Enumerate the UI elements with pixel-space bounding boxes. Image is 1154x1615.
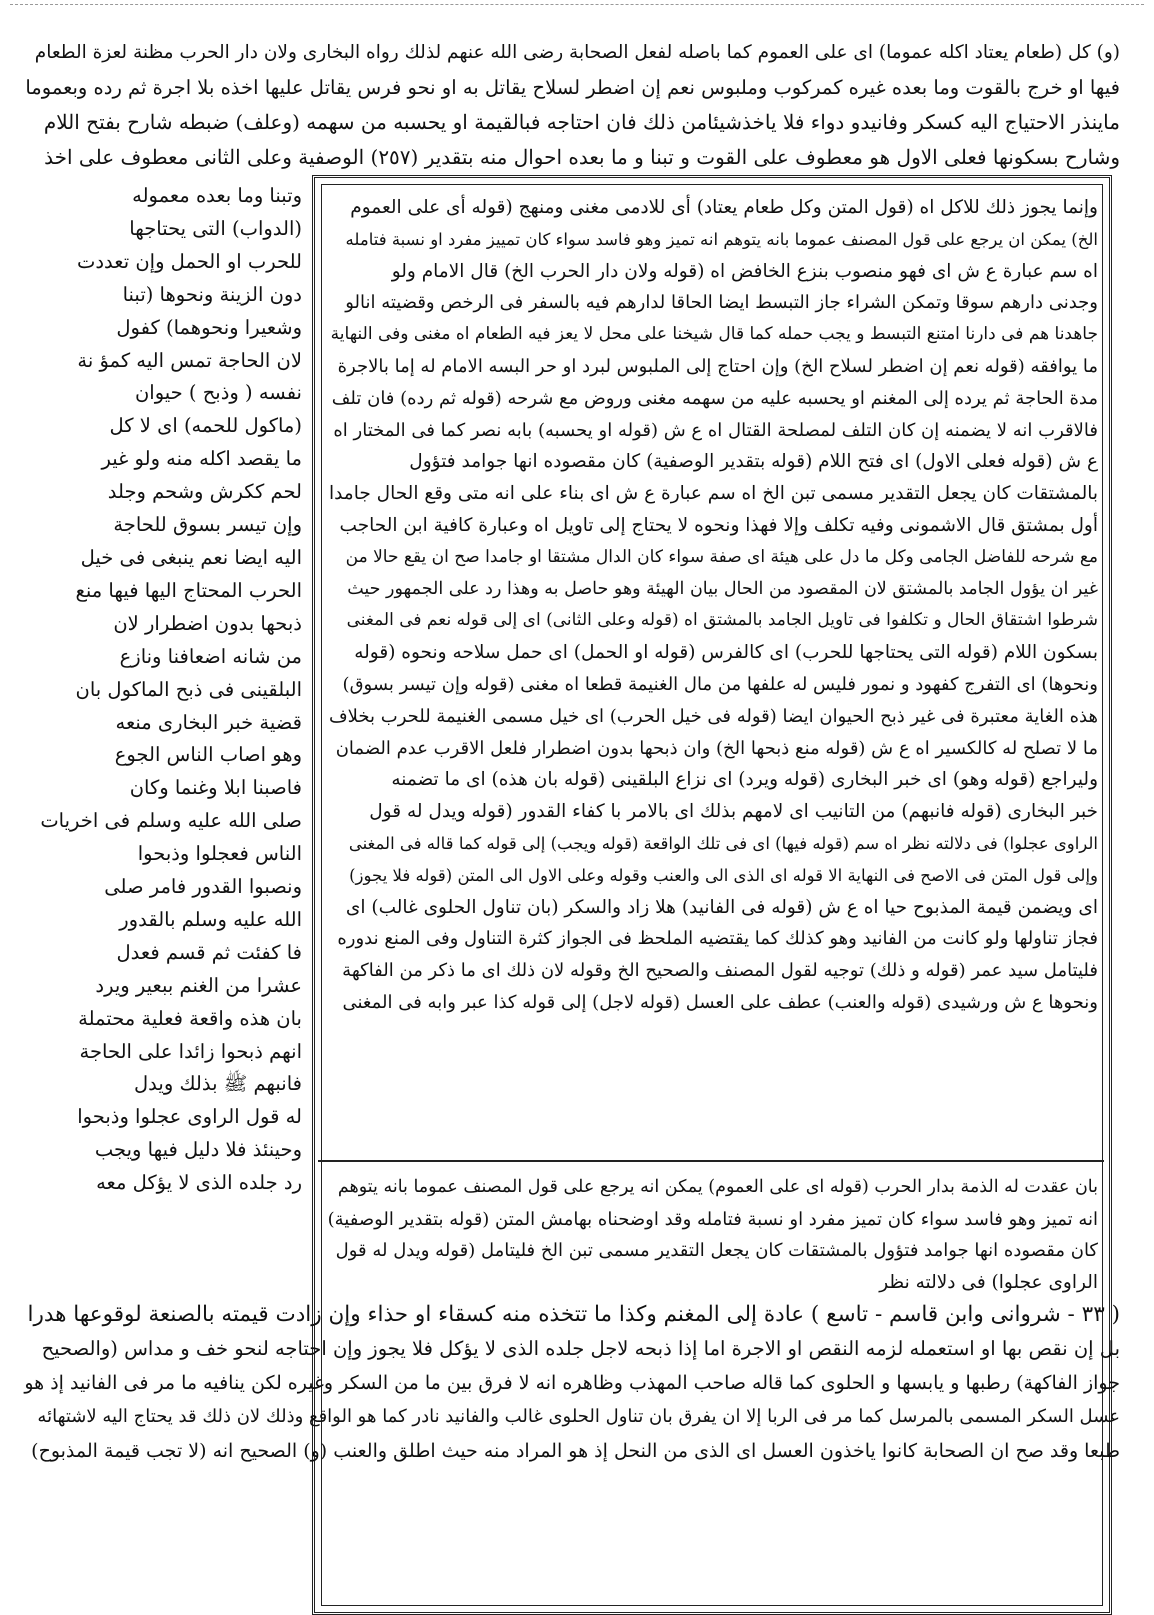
margin-line: (ماكول للحمه) اى لا كل [109, 414, 302, 438]
commentary-line: وجدنى دارهم سوقا وتمكن الشراء جاز التبسط ايضا الحاقا لدارهم فيه بالسفر فى الرخص وقضيته انالو [345, 292, 1098, 314]
margin-line: رد جلده الذى لا يؤكل معه [96, 1171, 302, 1195]
margin-line: ما يقصد اكله منه ولو غير [101, 447, 302, 471]
margin-line: له قول الراوى عجلوا وذبحوا [77, 1105, 302, 1129]
margin-line: الله عليه وسلم بالقدور [119, 907, 302, 931]
commentary-line: وإنما يجوز ذلك للاكل اه (قول المتن وكل طعام يعتاد) أى للادمى مغنى ومنهج (قوله أى على العموم [350, 197, 1098, 218]
top-line: ماينذر الاحتياج اليه كسكر وفانيدو دواء فلا ياخذشيئامن ذلك فان احتاجه فبالقيمة او يحسبه من سهمه (وعلف) ضبطه شارح بفتح اللام [43, 110, 1120, 134]
commentary-line: وليراجع (قوله وهو) اى خبر البخارى (قوله ويرد) اى نزاع البلقينى (قوله بان هذه) اى ما تضمنه [391, 769, 1098, 791]
footnote-line: كان مقصوده انها جوامد فتؤول بالمشتقات كان يجعل التقدير مسمى تبن الخ فليتامل (قوله ويدل له قول [335, 1240, 1098, 1261]
commentary-line: خبر البخارى (قوله فانبهم) من التانيب اى لامهم بذلك اى بالامر با كفاء القدور (قوله ويدل له قول [369, 801, 1098, 823]
margin-column [10, 180, 302, 1200]
hashiya-shirwani-block [328, 192, 1098, 1019]
commentary-line: شرطوا اشتقاق الحال و تكلفوا فى تاويل الجامد بالمشتق اه (قوله وعلى الثانى) اى إلى قوله نعم فى المغنى [346, 610, 1098, 631]
margin-line: صلى الله عليه وسلم فى اخريات [40, 809, 302, 833]
margin-line: وإن تيسر بسوق للحاجة [113, 513, 302, 537]
top-line: فيها او خرج بالقوت وما بعده غيره كمركوب وملبوس نعم إن اضطر لسلاح يقاتل به او نحو فرس يقاتل عليها اخذه بلا اجرة ثم رده وبعموما [25, 75, 1120, 99]
margin-line: وتبنا وما بعده معموله [132, 184, 302, 207]
commentary-line: وإلى قول المتن فى الاصح فى النهاية الا قوله اى الذى الى والعنب وقوله وعلى الاول الى المتن (قوله فلا يجوز) [349, 865, 1098, 885]
commentary-line: ونحوها) اى التفرج كفهود و نمور فليس له علفها من مال الغنيمة قطعا اه مغنى (قوله وإن تيسر بسوق) [342, 673, 1098, 695]
commentary-line: مع شرحه للفاضل الجامى وكل ما دل على هيئة اى صفة سواء كان الدال مشتقا او جامدا صح ان يقع حالا من [345, 546, 1098, 567]
matn-bottom-block [22, 1298, 1120, 1468]
commentary-line: أول بمشتق قال الاشمونى وفيه تكلف وإلا فهذا ونحوه لا يحتاج إلى تاويل اه وعبارة كافية ابن الحاجب [339, 514, 1098, 536]
commentary-line: بسكون اللام (قوله التى يحتاجها للحرب) اى كالفرس (قوله او الحمل) اى حمل سلاحه ونحوه (قوله [354, 642, 1098, 664]
margin-line: وحينئذ فلا دليل فيها ويجب [94, 1138, 302, 1162]
margin-line: فا كفئت ثم قسم فعدل [116, 940, 302, 964]
bottom-line: عسل السكر المسمى بالمرسل كما مر فى الربا إلا ان يفرق بان تناول الحلوى غالب والفانيد نادر كما هو الواقع وذلك لان ذلك قد يحتاج اليه لاشتهائه [37, 1406, 1120, 1427]
footnote-line: الراوى عجلوا) فى دلالته نظر [879, 1271, 1098, 1293]
commentary-line: بالمشتقات كان يجعل التقدير مسمى تبن الخ اه سم عبارة ع ش اى بناء على انه متى وقع الحال جامدا [328, 483, 1098, 505]
margin-line: بان هذه واقعة فعلية محتملة [78, 1006, 302, 1030]
matn-top-block [22, 36, 1120, 174]
commentary-line: اه سم عبارة ع ش اى فهو منصوب بنزع الخافض اه (قوله ولان دار الحرب الخ) قال الامام ولو [391, 260, 1098, 282]
commentary-line: مدة الحاجة ثم يرده إلى المغنم او يحسبه عليه من سهمه مغنى وروض مع شرحه (قوله ثم رده) فان تلف [331, 387, 1098, 409]
bottom-line: جواز الفاكهة) رطبها و يابسها و الحلوى كما قاله صاحب المهذب وظاهره انه لا فرق بين ما من السكر وغيره لكن ينافيه ما مر فى الفانيد إذ هو [24, 1372, 1120, 1394]
margin-line: وشعيرا ونحوهما) كفول [116, 315, 302, 339]
commentary-line: اى ويضمن قيمة المذبوح حيا اه ع ش (قوله فى الفانيد) هلا زاد والسكر (بان تناول الحلوى غالب) اى [345, 896, 1098, 918]
commentary-line: ما لا تصلح له كالكسير اه ع ش (قوله منع ذبحها الخ) وان ذبحها بدون اضطرار فلعل الاقرب عدم الضمان [335, 737, 1098, 759]
margin-line: من شانه اضعافنا ونازع [119, 644, 302, 668]
margin-line: عشرا من الغنم ببعير ويرد [95, 973, 302, 997]
top-line: (و) كل (طعام يعتاد اكله عموما) اى على العموم كما باصله لفعل الصحابة رضى الله عنهم لذلك رواه البخارى ولان دار الحرب مظنة لعزة الطعام [34, 42, 1120, 63]
commentary-line: ما يوافقه (قوله نعم إن اضطر لسلاح الخ) وإن احتاج إلى الملبوس لبرد او حر البسه الامام له إما بالاجرة [337, 355, 1098, 377]
margin-line: ونصبوا القدور فامر صلى [104, 875, 302, 899]
margin-line: دون الزينة ونحوها (تبنا [122, 282, 302, 306]
top-dashed-rule [10, 4, 1144, 5]
bottom-line: ( ٣٣ - شروانى وابن قاسم - تاسع ) عادة إلى المغنم وكذا ما تتخذه منه كسقاء او حذاء وإن زادت قيمته بالصنعة لوقوعها هدرا [27, 1302, 1120, 1327]
margin-line: الناس فعجلوا وذبحوا [137, 842, 302, 866]
commentary-line: هذه الغاية معتبرة فى غير ذبح الحيوان ايضا (قوله فى خيل الحرب) اى خيل مسمى الغنيمة للحرب بخلاف [329, 705, 1098, 727]
margin-line: اليه ايضا نعم ينبغى فى خيل [80, 545, 302, 569]
margin-line: لحم ككرش وشحم وجلد [107, 480, 302, 504]
top-line: وشارح بسكونها فعلى الاول هو معطوف على القوت و تبنا و ما بعده احوال منه بتقدير (٢٥٧) الوصفية وعلى الثانى معطوف على اخذ [44, 144, 1120, 169]
commentary-line: الراوى عجلوا) فى دلالته نظر اه سم (قوله فيها) اى فى تلك الواقعة (قوله ويجب) إلى قوله كما قاله فى المغنى [348, 833, 1098, 853]
margin-line: نفسه ( وذبح ) حيوان [134, 381, 302, 405]
margin-line: لان الحاجة تمس اليه كمؤ نة [77, 348, 302, 372]
footnote-separator [318, 1160, 1104, 1162]
margin-line: قضية خبر البخارى منعه [115, 710, 302, 734]
margin-line: انهم ذبحوا زائدا على الحاجة [79, 1039, 302, 1063]
margin-line: وهو اصاب الناس الجوع [114, 743, 302, 767]
margin-line: للحرب او الحمل وإن تعددت [77, 249, 302, 273]
margin-line: فانبهم ﷺ بذلك ويدل [134, 1072, 302, 1096]
margin-line: فاصبنا ابلا وغنما وكان [129, 776, 302, 800]
footnote-line: بان عقدت له الذمة بدار الحرب (قوله اى على العموم) يمكن انه يرجع على قول المصنف عموما بانه يتوهم [337, 1177, 1098, 1197]
hashiya-ibn-qasim-block [328, 1172, 1098, 1298]
commentary-line: جاهدنا هم فى دارنا امتنع التبسط و يجب حمله كما قال شيخنا على محل لا يعز فيه الطعام اه مغنى وفى النهاية [330, 324, 1098, 345]
commentary-line: ونحوها ع ش ورشيدى (قوله والعنب) عطف على العسل (قوله لاجل) إلى قوله كذا عبر وابه فى المغنى [342, 991, 1098, 1013]
commentary-line: ع ش (قوله فعلى الاول) اى فتح اللام (قوله بتقدير الوصفية) كان مقصوده انها جوامد فتؤول [409, 451, 1098, 473]
commentary-line: فالاقرب انه لا يضمنه إن كان التلف لمصلحة القتال اه ع ش (قوله او يحسبه) بابه نصر كما فى المختار اه [333, 419, 1098, 441]
margin-line: (الدواب) التى يحتاجها [129, 216, 302, 240]
commentary-line: الخ) يمكن ان يرجع على قول المصنف عموما بانه يتوهم انه تميز وهو فاسد سواء كان تمييز مفرد او نسبة فتامله [345, 229, 1098, 249]
margin-line: الحرب المحتاج اليها فيها منع [75, 578, 302, 602]
bottom-line: بل إن نقص بها او استعمله لزمه النقص او الاجرة اما إذا ذبحه لاجل جلده الذى لا يؤكل فلا يجوز وإن احتاجه لنحو خف و مداس (والصحيح [41, 1337, 1120, 1360]
margin-line: البلقينى فى ذبح الماكول بان [75, 677, 302, 701]
footnote-line: انه تميز وهو فاسد سواء كان تميز مفرد او نسبة فتامله وقد اوضحناه بهامش المتن (قوله بتقدير الوصفية) [328, 1208, 1098, 1230]
commentary-line: فليتامل سيد عمر (قوله و ذلك) توجيه لقول المصنف والصحيح الخ وقوله لان ذلك اى ما ذكر من الفاكهة [342, 960, 1098, 982]
margin-line: ذبحها بدون اضطرار لان [113, 611, 302, 635]
bottom-line: طبعا وقد صح ان الصحابة كانوا ياخذون العسل اى الذى من النحل إذ هو المراد منه حيث اطلق والعنب (و) الصحيح انه (لا تجب قيمة المذبوح) [31, 1440, 1120, 1462]
commentary-line: غير ان يؤول الجامد بالمشتق لان المقصود من الحال بيان الهيئة وهو حاصل به وهذا رد على الجمهور حيث [347, 578, 1098, 599]
commentary-line: فجاز تناولها ولو كانت من الفانيد وهو كذلك كما يقتضيه الملحظ فى الجواز كثرة التناول وفى المنع ندوره [337, 928, 1098, 950]
